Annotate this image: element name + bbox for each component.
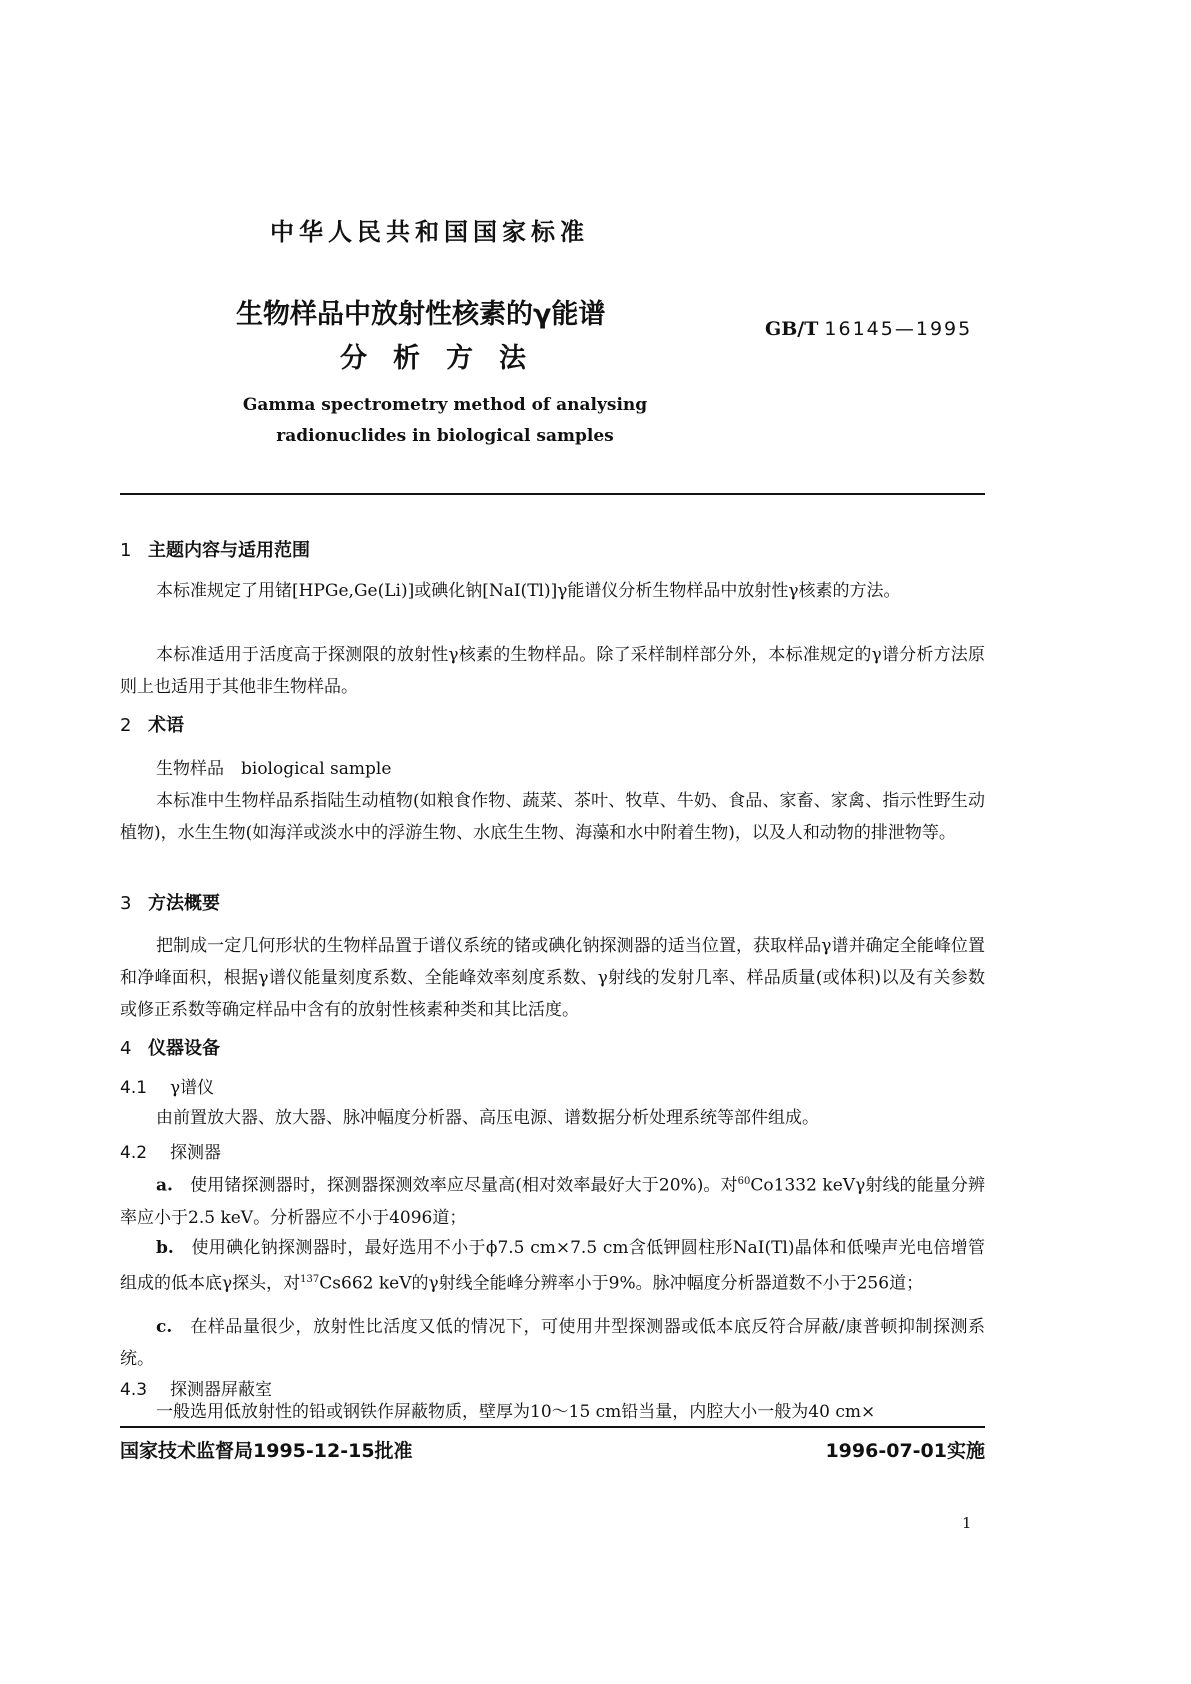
section-number: 1 — [120, 540, 132, 561]
subsection-number: 4.1 — [120, 1078, 148, 1098]
section-number: 3 — [120, 893, 132, 914]
item-label: c. — [156, 1317, 173, 1337]
english-title-line-1: Gamma spectrometry method of analysing — [242, 395, 648, 415]
item-text: Cs662 keV的γ射线全能峰分辨率小于9%。脉冲幅度分析器道数不小于256道； — [319, 1273, 924, 1294]
term: 生物样品 biological sample — [156, 759, 392, 779]
item-label: b. — [156, 1238, 174, 1258]
item-a — [120, 1166, 985, 1234]
section-number: 4 — [120, 1038, 132, 1059]
title-line-2: 分析方法 — [340, 343, 552, 374]
page-number: 1 — [962, 1514, 972, 1532]
subsection-title: γ谱仪 — [170, 1078, 215, 1098]
title-line-1: 生物样品中放射性核素的γ能谱 — [236, 299, 606, 330]
section-title: 仪器设备 — [148, 1038, 220, 1059]
paragraph: 本标准规定了用锗[HPGe,Ge(Li)]或碘化钠[NaI(Tl)]γ能谱仪分析生物样品中放射性γ核素的方法。 — [156, 581, 901, 601]
isotope-mass: 137 — [300, 1274, 320, 1285]
approval-date: 国家技术监督局1995-12-15批准 — [120, 1440, 413, 1462]
standard-type: 中华人民共和国国家标准 — [270, 218, 589, 246]
subsection-title: 探测器屏蔽室 — [170, 1380, 272, 1400]
item-text: 使用碘化钠探测器时，最好选用不小于ϕ7.5 cm×7.5 cm含低钾圆柱形NaI(Tl)晶体和低噪声光电倍增管组成的低本底γ探头，对 — [120, 1238, 985, 1294]
item-text: 使用锗探测器时，探测器探测效率应尽量高(相对效率最好大于20%)。对 — [190, 1175, 738, 1196]
code-number: 16145—1995 — [824, 318, 973, 340]
isotope-mass: 60 — [737, 1176, 751, 1187]
paragraph: 一般选用低放射性的铅或钢铁作屏蔽物质，壁厚为10～15 cm铅当量，内腔大小一般为40 cm× — [156, 1402, 876, 1422]
item-text: Co1332 keVγ射线的能量分辨率应小于2.5 keV。分析器应不小于4096道； — [120, 1175, 986, 1228]
subsection-4-1 — [120, 1073, 214, 1098]
standard-code — [765, 318, 972, 340]
footer-rule — [120, 1426, 985, 1428]
subsection-number: 4.3 — [120, 1380, 148, 1400]
item-b — [120, 1232, 985, 1300]
paragraph: 把制成一定几何形状的生物样品置于谱仪系统的锗或碘化钠探测器的适当位置，获取样品γ谱并确定全能峰位置和净峰面积，根据γ谱仪能量刻度系数、全能峰效率刻度系数、γ射线的发射几率、样品质量(或体积)以及有关参数或修正系数等确定样品中含有的放射性核素种类和其比活度。 — [120, 936, 985, 1020]
item-label: a. — [156, 1175, 173, 1196]
section-number: 2 — [120, 715, 132, 736]
paragraph: 本标准适用于活度高于探测限的放射性γ核素的生物样品。除了采样制样部分外，本标准规定的γ谱分析方法原则上也适用于其他非生物样品。 — [120, 645, 985, 697]
effective-date: 1996-07-01实施 — [825, 1440, 985, 1462]
section-3-heading — [120, 889, 220, 915]
header-rule — [120, 493, 985, 495]
section-title: 术语 — [148, 715, 184, 736]
section-title: 方法概要 — [148, 893, 220, 914]
section-4-heading — [120, 1034, 220, 1060]
paragraph: 本标准中生物样品系指陆生动植物(如粮食作物、蔬菜、茶叶、牧草、牛奶、食品、家畜、家禽、指示性野生动植物)，水生生物(如海洋或淡水中的浮游生物、水底生生物、海藻和水中附着生物)，以及人和动物的排泄物等。 — [120, 791, 985, 843]
item-c — [120, 1311, 985, 1375]
paragraph: 由前置放大器、放大器、脉冲幅度分析器、高压电源、谱数据分析处理系统等部件组成。 — [156, 1108, 819, 1128]
code-prefix: GB/T — [765, 318, 819, 340]
subsection-title: 探测器 — [170, 1143, 221, 1163]
section-2-heading — [120, 711, 184, 737]
item-text: 在样品量很少，放射性比活度又低的情况下，可使用井型探测器或低本底反符合屏蔽/康普顿抑制探测系统。 — [120, 1317, 986, 1369]
section-1-heading — [120, 536, 310, 562]
english-title — [230, 390, 660, 452]
english-title-line-2: radionuclides in biological samples — [276, 426, 614, 446]
section-title: 主题内容与适用范围 — [148, 540, 310, 561]
subsection-number: 4.2 — [120, 1143, 148, 1163]
subsection-4-2 — [120, 1138, 221, 1163]
